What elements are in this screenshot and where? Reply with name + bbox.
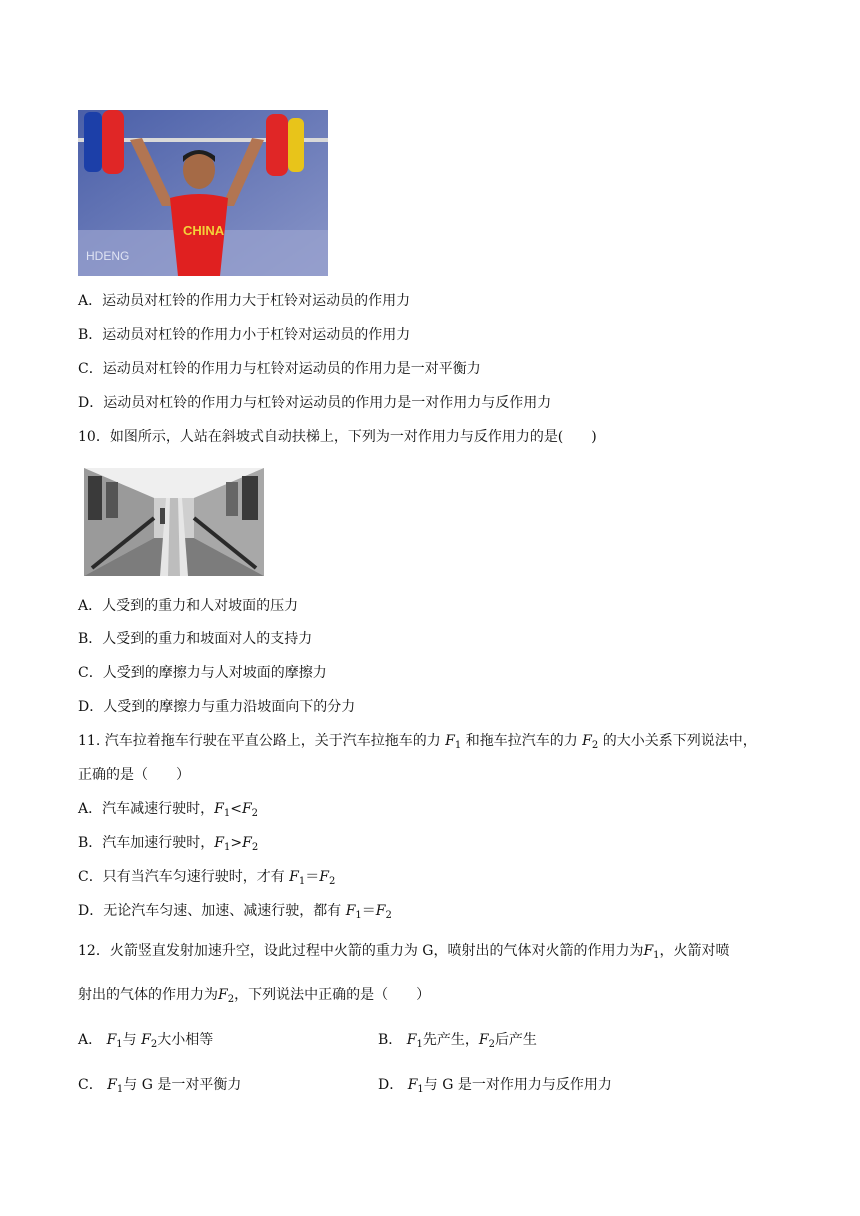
q9-option-b	[78, 325, 410, 345]
option-letter: A．	[78, 293, 103, 309]
option-text: 人受到的摩擦力与人对坡面的摩擦力	[102, 665, 327, 681]
option-letter: D．	[78, 699, 104, 715]
option-letter: B．	[78, 631, 103, 647]
option-text: 人受到的摩擦力与重力沿坡面向下的分力	[103, 699, 356, 715]
q12-option-b: B． $F_1$先产生，$F_2$后产生	[378, 1032, 537, 1050]
option-letter: A．	[78, 598, 103, 614]
q11-stem: 11. 汽车拉着拖车行驶在平直公路上，关于汽车拉拖车的力 $F_1$ 和拖车拉汽车的力 $F_2$ 的大小关系下列说法中，	[78, 733, 757, 751]
q12-option-c: C． $F_1$与 G 是一对平衡力	[78, 1077, 242, 1095]
q10-stem: 10．如图所示，人站在斜坡式自动扶梯上，下列为一对作用力与反作用力的是( )	[78, 429, 597, 445]
option-text: 运动员对杠铃的作用力与杠铃对运动员的作用力是一对作用力与反作用力	[103, 395, 552, 411]
q9-option-c	[78, 359, 481, 379]
svg-text:CHINA: CHINA	[183, 223, 225, 238]
q12-option-a: A． $F_1$与 $F_2$大小相等	[78, 1032, 214, 1050]
option-letter: B．	[78, 327, 103, 343]
q9-option-d	[78, 393, 551, 413]
option-letter: D．	[78, 395, 104, 411]
svg-text:HDENG: HDENG	[86, 249, 130, 263]
q11-option-b: B．汽车加速行驶时，$F_1>F_2$	[78, 835, 259, 853]
q12-stem-line2: 射出的气体的作用力为$F_2$，下列说法中正确的是（ ）	[78, 987, 431, 1005]
q10-option-d	[78, 697, 355, 717]
option-text: 人受到的重力和人对坡面的压力	[102, 598, 299, 614]
option-letter: C．	[78, 665, 103, 681]
option-text: 人受到的重力和坡面对人的支持力	[102, 631, 313, 647]
q11-option-d: D．无论汽车匀速、加速、减速行驶，都有 $F_1=F_2$	[78, 903, 392, 921]
q10-option-a	[78, 596, 298, 616]
option-text: 运动员对杠铃的作用力与杠铃对运动员的作用力是一对平衡力	[102, 361, 481, 377]
option-letter: C．	[78, 361, 103, 377]
q11-stem-line2: 正确的是（ ）	[78, 767, 190, 783]
q11-option-a: A．汽车减速行驶时，$F_1<F_2$	[78, 801, 259, 819]
option-text: 运动员对杠铃的作用力大于杠铃对运动员的作用力	[102, 293, 411, 309]
q10-option-c	[78, 663, 327, 683]
q9-option-a	[78, 291, 410, 311]
q10-option-b	[78, 629, 312, 649]
weightlifter-photo	[78, 110, 328, 276]
q12-option-d: D． $F_1$与 G 是一对作用力与反作用力	[378, 1077, 612, 1095]
q11-option-c: C．只有当汽车匀速行驶时，才有 $F_1=F_2$	[78, 869, 336, 887]
escalator-photo	[84, 468, 264, 576]
option-text: 运动员对杠铃的作用力小于杠铃对运动员的作用力	[102, 327, 411, 343]
q12-stem: 12．火箭竖直发射加速升空，设此过程中火箭的重力为 G，喷射出的气体对火箭的作用力为$F_1$，火箭对喷	[78, 943, 730, 961]
